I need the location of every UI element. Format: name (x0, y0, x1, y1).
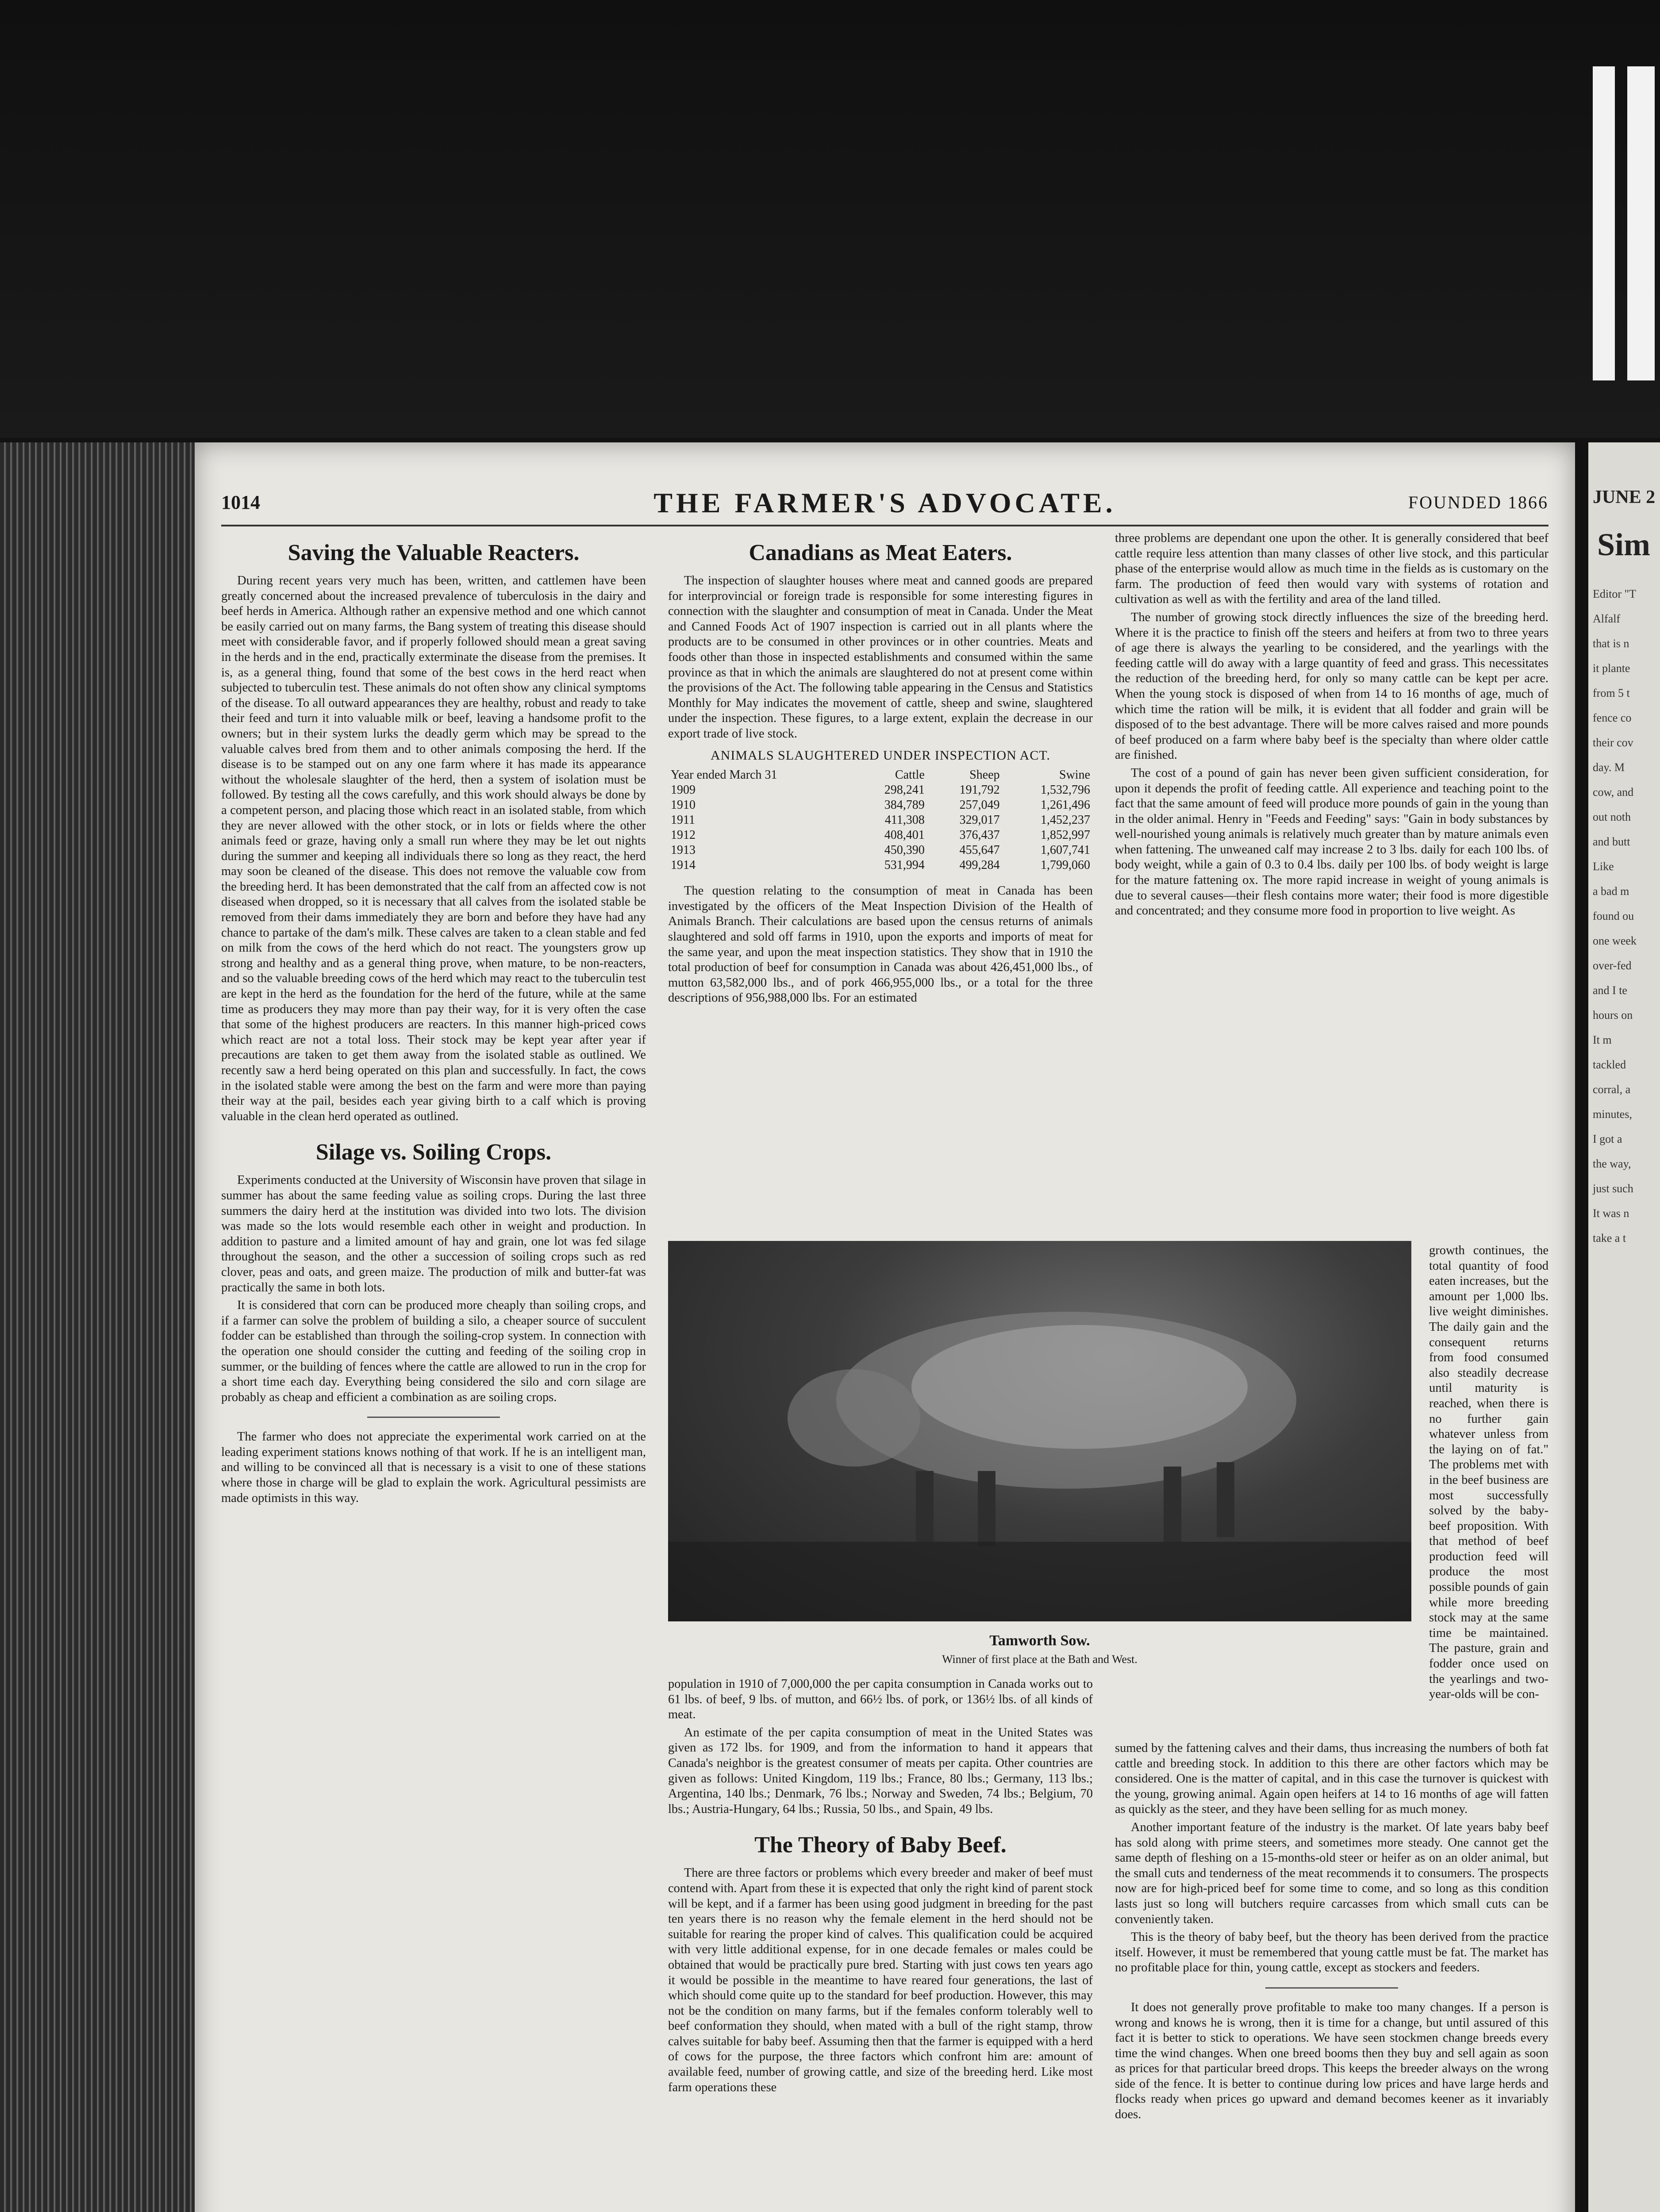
table-cell: 1,799,060 (1041, 858, 1090, 872)
article-paragraph: The question relating to the consumption of meat in Canada has been investigated by the officers of the Meat Inspection Division of the Health of Animals Branch. Their calculations are based upon the census returns of animals slaughtered and sold off farms in 1910, upon the exports and imports of meat for the same year, and upon the meat inspection statistics. They show that in 1910 the total production of beef for consumption in Canada was about 426,451,000 lbs., of mutton 63,582,000 lbs., and of pork 466,955,000 lbs., or a total for the three descriptions of 956,988,000 lbs. For an estimated (668, 884, 1093, 1005)
page-number: 1014 (221, 492, 260, 513)
right-page-line: cow, and (1593, 786, 1634, 799)
column-3 (1115, 531, 1549, 922)
table-cell: 408,401 (884, 828, 925, 842)
right-page-line: It m (1593, 1033, 1612, 1046)
article-paragraph: An estimate of the per capita consumption of meat in the United States was given as 172 lbs. for 1909, and from the information to hand it appears that Canada's neighbor is the greatest consumer of meats per capita. Other countries are given as follows: United Kingdom, 119 lbs.; France, 80 lbs.; Germany, 113 lbs.; Argentina, 140 lbs.; Denmark, 76 lbs.; Norway and Sweden, 74 lbs.; Belgium, 70 lbs.; Austria-Hungary, 64 lbs.; Russia, 50 lbs., and Spain, 49 lbs. (668, 1725, 1093, 1816)
right-page-line: out noth (1593, 810, 1631, 823)
column-header: Sheep (969, 768, 1000, 782)
column-2-lower (668, 1677, 1093, 2098)
table-cell: 191,792 (959, 783, 1000, 797)
photo-wrap-text: growth continues, the total quantity of food eaten increases, but the amount per 1,000 lbs. live weight diminishes. The daily gain and the consequent returns from food consumed also steadily decrease until maturity is reached, when there is no further gain whatever unless from the laying on of fat." The problems met with in the beef business are most successfully solved by the baby-beef proposition. With that method of beef production feed will produce the most possible pounds of gain while more breeding stock may at the same time be maintained. The pasture, grain and fodder once used on the yearlings and two-year-olds will be con- (1429, 1244, 1549, 1701)
right-page-line: Alfalf (1593, 612, 1621, 625)
article-title: Silage vs. Soiling Crops. (315, 1140, 552, 1165)
table-cell: 1913 (671, 843, 696, 857)
right-page-line: and I te (1593, 984, 1627, 997)
right-page-line: their cov (1593, 736, 1633, 749)
table-heading: ANIMALS SLAUGHTERED UNDER INSPECTION ACT. (711, 748, 1050, 763)
table-cell: 1912 (671, 828, 696, 842)
article-paragraph: The number of growing stock directly influences the size of the breeding herd. Where it is the practice to finish off the steers and heifers at from two to three years of age there is always the yearling to be considered, and the yearlings with the feeding cattle will do away with a large quantity of feed and grass. This necessitates the reduction of the breeding herd, for only so many cattle can be kept per acre. When the young stock is disposed of when from 14 to 16 months of age, much of which time the ration will be milk, it is evident that all fodder and grain will be disposed of to the best advantage. There will be more calves raised and more pounds of beef produced on a farm where baby beef is the specialty than where older cattle are finished. (1115, 610, 1549, 762)
header-rule (221, 525, 1549, 526)
article-paragraph: sumed by the fattening calves and their dams, thus increasing the numbers of both fat cattle and breeding stock. In addition to this there are other factors which may be considered. One is the matter of capital, and in this case the turnover is quickest with the young, growing animal. Again open heifers at 14 to 16 months of age will fatten as quickly as the steer, and they have been selling for as much money. (1115, 1741, 1549, 1816)
right-page-line: one week (1593, 934, 1637, 947)
table-row (668, 813, 1093, 828)
scan-dark-margin (0, 0, 1660, 438)
right-page-line: day. M (1593, 761, 1625, 774)
caption-title: Tamworth Sow. (989, 1632, 1090, 1649)
right-page-line: hours on (1593, 1009, 1633, 1022)
article-paragraph: The farmer who does not appreciate the experimental work carried on at the leading experiment stations knows nothing of that work. If he is an intelligent man, and willing to be convinced all that is necessary is a visit to one of these stations where those in charge will be glad to explain the work. Agricultural pessimists are made optimists in this way. (221, 1430, 646, 1505)
right-page-line: It was n (1593, 1207, 1629, 1220)
table-cell: 531,994 (884, 858, 925, 872)
right-page-edge (1588, 442, 1660, 2212)
founded-label: FOUNDED 1866 (1408, 492, 1549, 512)
newspaper-page (195, 442, 1575, 2212)
article-paragraph: It does not generally prove profitable to make too many changes. If a person is wrong and knows he is wrong, then it is time for a change, but until assured of this fact it is better to stick to operations. We have seen stockmen change breeds every time the wind changes. When one breed booms then they buy and sell again as soon as prices for that particular breed drops. This keeps the breeder always on the wrong side of the fence. It is better to continue during low prices and have large herds and flocks ready when prices go upward and demand becomes keener as it invariably does. (1115, 2000, 1549, 2122)
table-row (668, 843, 1093, 858)
article-paragraph: Experiments conducted at the University of Wisconsin have proven that silage in summer has about the same feeding value as soiling crops. During the last three summers the dairy herd at the institution was divided into two lots. The division was made so the lots would resemble each other in weight and production. In addition to pasture and a limited amount of hay and grain, one lot was fed silage throughout the season, and the other a succession of soiling crops such as red clover, peas and oats, and green maize. The production of milk and butter-fat was practically the same in both lots. (221, 1173, 646, 1294)
right-page-line: Editor "T (1593, 588, 1636, 600)
right-page-line: a bad m (1593, 885, 1629, 898)
table-cell: 384,789 (884, 798, 925, 812)
right-page-title: Sim (1597, 527, 1651, 562)
article-title: Saving the Valuable Reacters. (288, 540, 580, 565)
table-cell: 499,284 (959, 858, 1000, 872)
right-page-line: found ou (1593, 910, 1634, 922)
column-1 (221, 535, 646, 1509)
article-paragraph: The cost of a pound of gain has never been given sufficient consideration, for upon it depends the profit of feeding cattle. All experience and teaching point to the fact that the same amount of feed will produce more pounds of gain in the young than in the older animal. Henry in "Feeds and Feeding" says: "Gain in body substances by well-nourished young animals is relatively much greater than by mature animals even when fattening. The unweaned calf may increase 2 to 3 lbs. daily for each 100 lbs. of body weight, while a gain of 0.3 to 0.4 lbs. daily per 100 lbs. of body weight is large for the mature fattening ox. The more rapid increase in weight of young animals is due to several causes—their flesh contains more water; their food is more digestible and concentrated; and they consume more food in proportion to live weight. As (1115, 766, 1549, 918)
table-cell: 1911 (671, 813, 695, 827)
book-spine (0, 442, 195, 2212)
page-header (221, 487, 1549, 522)
column-header: Year ended March 31 (671, 768, 777, 782)
right-page-line: take a t (1593, 1232, 1626, 1244)
right-page-line: I got a (1593, 1133, 1622, 1145)
right-page-line: it plante (1593, 662, 1630, 675)
article-paragraph: three problems are dependant one upon the other. It is generally considered that beef cattle require less attention than many classes of other live stock, and this particular phase of the enterprise would allow as much time in the fields as is customary on the farm. The production of feed then would vary with systems of rotation and cultivation as well as with the fertility and area of the land tilled. (1115, 531, 1549, 607)
caption-subtitle: Winner of first place at the Bath and West. (942, 1653, 1137, 1666)
table-cell: 455,647 (959, 843, 1000, 857)
article-paragraph: There are three factors or problems which every breeder and maker of beef must contend with. Apart from these it is expected that only the right kind of parent stock will be kept, and if a farmer has been using good judgment in breeding for the past ten years there is no reason why the female element in the herd should not be suitable for rearing the proper kind of calves. This qualification could be acquired with very little additional expense, for in one decade females or males could be obtained that would be practically pure bred. Starting with just cows ten years ago it would be possible in the meantime to have reared four generations, the last of which should come quite up to the standard for beef production. However, this may not be the condition on many farms, but if the females conform tolerably well to beef conformation they should, when mated with a bull of the right stamp, throw calves suitable for baby beef. Assuming then that the farmer is equipped with a herd of cows for the purpose, the three factors which confront him are: amount of available feed, number of growing cattle, and size of the breeding herd. Like most farm operations these (668, 1866, 1093, 2094)
column-3-lower (1115, 1741, 1549, 2125)
film-bar-1 (1593, 66, 1615, 380)
table-row (668, 858, 1093, 873)
right-page-line: corral, a (1593, 1083, 1631, 1096)
section-divider (367, 1417, 500, 1418)
article-paragraph: population in 1910 of 7,000,000 the per capita consumption in Canada works out to 61 lbs. of beef, 9 lbs. of mutton, and 66½ lbs. of pork, or 136½ lbs. of all kinds of meat. (668, 1677, 1093, 1722)
table-cell: 1910 (671, 798, 696, 812)
film-bar-2 (1627, 66, 1655, 380)
table-row (668, 828, 1093, 843)
table-row (668, 783, 1093, 798)
right-page-line: fence co (1593, 711, 1632, 724)
table-row (668, 798, 1093, 813)
slaughter-table (668, 768, 1093, 873)
article-title: The Theory of Baby Beef. (754, 1832, 1007, 1858)
table-cell: 1,607,741 (1041, 843, 1090, 857)
article-paragraph: The inspection of slaughter houses where meat and canned goods are prepared for interprovincial or foreign trade is responsible for some interesting figures in connection with the slaughter and consumption of meat in Canada. Under the Meat and Canned Foods Act of 1907 inspection is carried out in all plants where the products are to be consumed in other provinces or in other countries. Meats and foods other than those in inspected establishments and consumed within the same province as that in which the animals are slaughtered do not at present come within the provisions of the Act. The following table appearing in the Census and Statistics Monthly for May indicates the movement of cattle, sheep and swine, slaughtered under the inspection. These figures, to a large extent, explain the decrease in our export trade of live stock. (668, 574, 1093, 741)
table-cell: 298,241 (884, 783, 925, 797)
photo-caption (668, 1632, 1411, 1666)
article-paragraph: Another important feature of the industry is the market. Of late years baby beef has sold along with prime steers, and sometimes more steady. One cannot get the same depth of fleshing on a 15-months-old steer or heifer as on an older animal, but the small cuts and tenderness of the meat recommends it to consumers. The prospects now are for high-priced beef for some time to come, and so long as this condition lasts just so long will butchers require carcasses from which small cuts can be conveniently taken. (1115, 1820, 1549, 1926)
table-cell: 376,437 (959, 828, 1000, 842)
article-paragraph: It is considered that corn can be produced more cheaply than soiling crops, and if a farmer can solve the problem of building a silo, a cheaper source of succulent fodder can be established than through the soiling-crop system. In connection with the operation one should consider the cutting and feeding of the soiling crop in summer, or the building of fences where the cattle are allowed to run in the crop for a short time each day. Everything being considered the silo and corn silage are probably as cheap and efficient a combination as are soiling crops. (221, 1298, 646, 1404)
right-page-line: the way, (1593, 1157, 1631, 1170)
right-page-line: that is n (1593, 637, 1629, 650)
column-2 (668, 535, 1093, 1009)
column-header: Cattle (895, 768, 925, 782)
right-page-line: and butt (1593, 835, 1630, 848)
table-cell: 257,049 (959, 798, 1000, 812)
right-page-line: tackled (1593, 1058, 1626, 1071)
table-cell: 1,452,237 (1041, 813, 1090, 827)
article-title: Canadians as Meat Eaters. (749, 540, 1012, 565)
sow-illustration (668, 1241, 1411, 1621)
right-page-line: Like (1593, 860, 1614, 873)
table-cell: 1,852,997 (1041, 828, 1090, 842)
table-cell: 411,308 (884, 813, 925, 827)
right-page-line: minutes, (1593, 1108, 1632, 1121)
table-cell: 329,017 (959, 813, 1000, 827)
paper-title: THE FARMER'S ADVOCATE. (653, 487, 1116, 518)
tamworth-sow-photo (668, 1241, 1411, 1621)
right-page-header: JUNE 2 (1593, 487, 1656, 507)
table-cell: 1,532,796 (1041, 783, 1090, 797)
table-header-row (668, 768, 1093, 783)
right-page-line: just such (1593, 1182, 1633, 1195)
right-page-line: from 5 t (1593, 687, 1630, 699)
article-paragraph: This is the theory of baby beef, but the theory has been derived from the practice itself. However, it must be remembered that young cattle must be fat. The market has no profitable place for thin, young cattle, except as stockers and feeders. (1115, 1930, 1549, 1975)
table-cell: 1914 (671, 858, 696, 872)
article-paragraph: During recent years very much has been, written, and cattlemen have been greatly concerned about the increased prevalence of tuberculosis in the dairy and beef herds in America. Although rather an expensive method and one which cannot be easily carried out on many farms, the Bang system of treating this disease should meet with considerable favor, and if properly followed should mean a great saving in the herds and in the end, practically exterminate the disease from the premises. It is, as a general thing, found that some of the best cows in the herd react when subjected to tuberculin test. These animals do not often show any clinical symptoms of the disease. To all outward appearances they are healthy, robust and ready to take their feed and turn it into valuable milk or beef, leaving a handsome profit to the owners; but in their system lurks the deadly germ which may be spread to the valuable calves bred from them and to other animals composing the herd. If the disease is to be stamped out on any one farm where it has made its appearance without the wholesale slaughter of the herd, then a system of isolation must be followed. By testing all the cows carefully, and this work should always be done by a competent person, and placing those which react in an isolated stable, from which they are never allowed with the other stock, or in lots or fields where the other animals feed or graze, having only a small run where they may be let out nights during the summer and keeping all individuals there so long as they react, the herd may soon be cleaned of the disease. This does not remove the valuable cow from the breeding herd. It has been demonstrated that the calf from an affected cow is not diseased when dropped, so it is necessary that all calves from the isolated stable be removed from their dams immediately they are born and before they have had any chance to partake of the dam's milk. These calves are taken to a clean stable and fed on milk from the cows of the herd which do not react. The youngsters grow up strong and healthy and as a general thing prove, when mature, to be non-reacters, and so the valuable breeding cows of the herd which may react to the tuberculin test are kept in the herd as the foundation for the herd of the future, while at the same time as producers they may more than pay their way, for it is very often the case that some of the highest producers are reacters. In this manner high-priced cows which react are not a total loss. Their stock may be kept year after year if precautions are taken to get them away from the isolated stable as outlined. We recently saw a herd being operated on this plan and successfully. In fact, the cows in the isolated stable were among the best on the farm and were more than paying their way at the pail, besides each year giving birth to a calf which is proving valuable in the clean herd operated as outlined. (221, 574, 646, 1123)
table-cell: 1909 (671, 783, 696, 797)
table-cell: 450,390 (884, 843, 925, 857)
table-cell: 1,261,496 (1041, 798, 1090, 812)
section-divider (1265, 1987, 1398, 1989)
column-header: Swine (1059, 768, 1090, 782)
right-page-line: over-fed (1593, 959, 1632, 972)
